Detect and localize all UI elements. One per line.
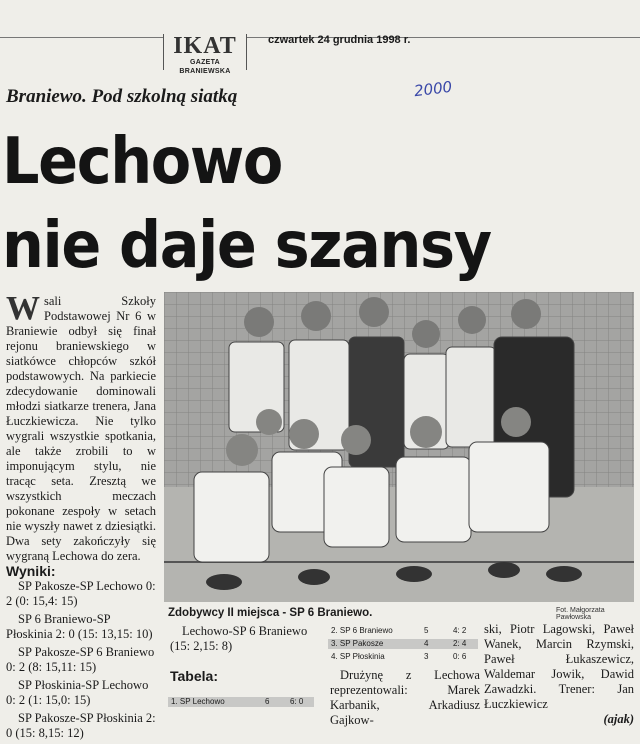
result-line: SP Płoskinia-SP Lechowo 0: 2 (1: 15,0: 15) (6, 678, 149, 707)
results-heading: Wyniki: (6, 563, 56, 579)
article-kicker: Braniewo. Pod szkolną siatką (6, 86, 238, 107)
result-line: SP Pakosze-SP 6 Braniewo 0: 2 (8: 15,11: 15) (6, 645, 155, 674)
team-photo-drawing (164, 292, 634, 602)
author-signature: (ajak) (603, 712, 634, 726)
team-roster-start: Drużynę z Lechowa reprezentowali: Marek Karbanik, Arkadiusz Gajkow- (330, 668, 480, 727)
lead-paragraph (6, 290, 156, 564)
table-row (328, 639, 478, 649)
table-heading: Tabela: (170, 668, 218, 684)
table-sets: 6: 0 (290, 697, 304, 706)
team-photo (164, 292, 634, 602)
table-team: 2. SP 6 Braniewo (331, 626, 393, 635)
result-line: SP 6 Braniewo-SP Płoskinia 2: 0 (15: 13,15: 10) (6, 612, 153, 641)
photo-credit: Fot. Małgorzata Pawłowska (556, 607, 605, 621)
table-row (328, 626, 478, 636)
results-section (6, 564, 158, 744)
table-team: 1. SP Lechowo (171, 697, 225, 706)
team-roster-text (330, 668, 480, 728)
table-points: 5 (424, 626, 429, 635)
newspaper-logo (163, 33, 247, 75)
table-row (168, 697, 314, 707)
table-sets: 2: 4 (453, 639, 467, 648)
table-row (328, 652, 478, 662)
table-sets: 4: 2 (453, 626, 467, 635)
logo-subtitle: GAZETA BRANIEWSKA (179, 59, 231, 75)
photo-caption: Zdobywcy II miejsca - SP 6 Braniewo. (168, 607, 373, 619)
table-points: 3 (424, 652, 429, 661)
extra-result (170, 624, 322, 657)
table-team: 4. SP Płoskinia (331, 652, 385, 661)
team-roster-end: ski, Piotr Lagowski, Paweł Wanek, Marcin Rzymski, Paweł Łukaszewicz, Waldemar Jowik, Dawid Zawadzki. Trener: Jan Łuczkiewicz (484, 622, 634, 711)
handwritten-note: 2000 (413, 77, 454, 101)
table-points: 4 (424, 639, 429, 648)
team-roster-continued (484, 622, 634, 727)
article-headline (2, 120, 491, 288)
table-points: 6 (265, 697, 270, 706)
lead-text: sali Szkoły Podstawowej Nr 6 w Braniewie odbył się finał rejonu braniewskiego w siatkówce chłopców szkół podstawowych. Na parkiecie zdecydowanie dominowali młodzi siatkarze trenera, Jana Łuczkiewicza. Nie tylko wygrali wszystkie spotkania, ale także zrobili to w imponującym stylu, nie tracąc seta. Zresztą we wszystkich meczach pokonane zespoły w setach nie wyszły nawet z dziesiątki. Dwa sety zakończyły się wygraną Lechowa do zera. (6, 294, 156, 563)
table-team: 3. SP Pakosze (331, 639, 384, 648)
result-line: SP Pakosze-SP Lechowo 0: 2 (0: 15,4: 15) (6, 579, 156, 608)
logo-title: IKAT (173, 33, 237, 59)
result-line: Lechowo-SP 6 Braniewo (15: 2,15: 8) (170, 624, 308, 653)
table-sets: 0: 6 (453, 652, 467, 661)
headline-line-1: Lechowo (2, 125, 282, 199)
result-line: SP Pakosze-SP Płoskinia 2: 0 (15: 8,15: 12) (6, 711, 156, 740)
issue-date: czwartek 24 grudnia 1998 r. (268, 34, 411, 46)
headline-line-2: nie daje szansy (2, 209, 491, 283)
drop-cap: W (6, 290, 40, 327)
